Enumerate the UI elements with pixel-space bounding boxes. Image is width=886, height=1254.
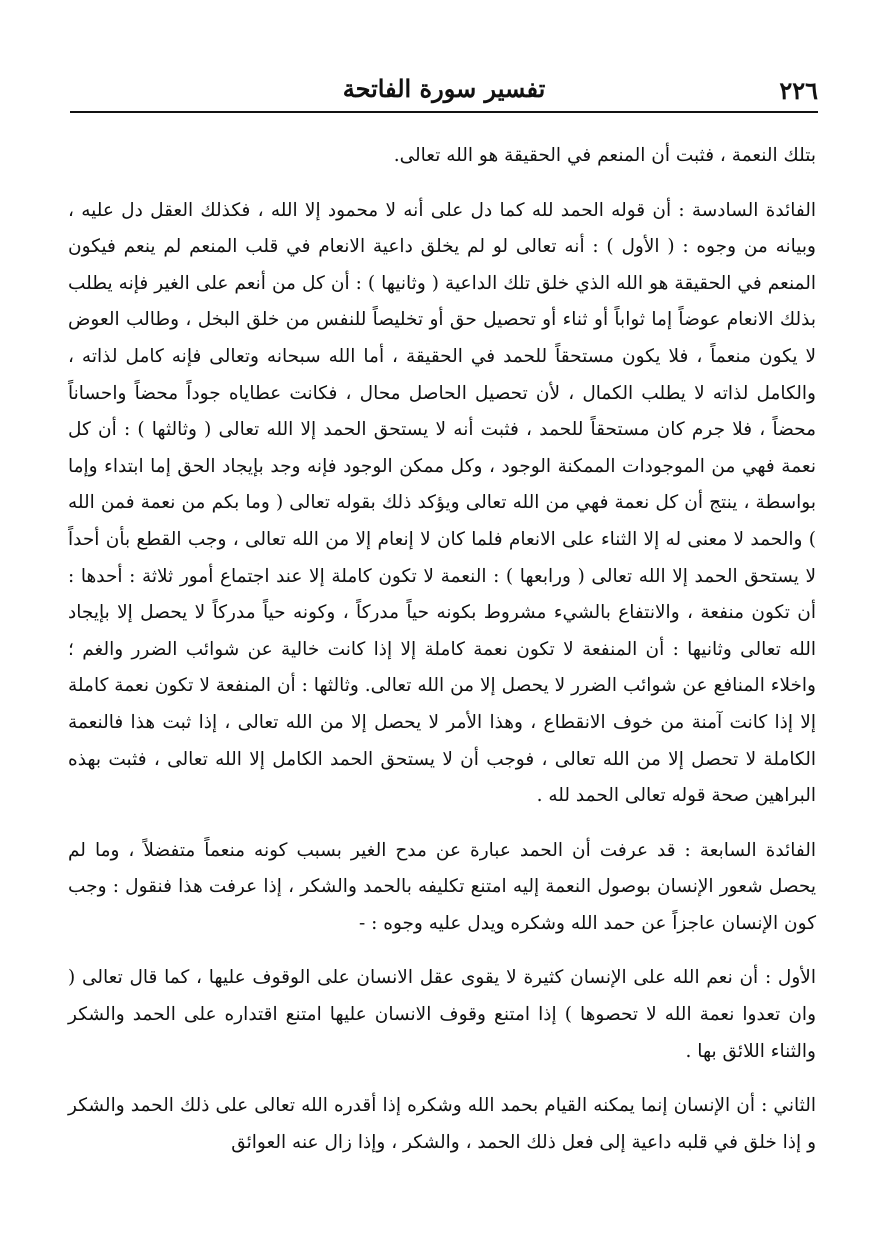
page-number: ٢٢٦ bbox=[779, 76, 818, 105]
paragraph-sixth-benefit: الفائدة السادسة : أن قوله الحمد لله كما دل على أنه لا محمود إلا الله ، فكذلك العقل دل عليه ، وبيانه من وجوه : ( الأول ) : أنه تعالى لو لم يخلق داعية الانعام في قلب المنعم لم ينعم فيكون المنعم في الحقيقة هو الله الذي خلق تلك الداعية ( وثانيها ) : أن كل من أنعم على الغير فإنه يطلب بذلك الانعام عوضاً إما ثواباً أو ثناء أو تحصيل حق أو تخليصاً للنفس من خلق البخل ، وطالب العوض لا يكون منعماً ، فلا يكون مستحقاً للحمد في الحقيقة ، أما الله سبحانه وتعالى فإنه كامل لذاته ، والكامل لذاته لا يطلب الكمال ، لأن تحصيل الحاصل محال ، فكانت عطاياه جوداً محضاً واحساناً محضاً ، فلا جرم كان مستحقاً للحمد ، فثبت أنه لا يستحق الحمد إلا الله تعالى ( وثالثها ) : أن كل نعمة فهي من الموجودات الممكنة الوجود ، وكل ممكن الوجود فإنه وجد بإيجاد الحق إما ابتداء وإما بواسطة ، ينتج أن كل نعمة فهي من الله تعالى ويؤكد ذلك بقوله تعالى ( وما بكم من نعمة فمن الله ) والحمد لا معنى له إلا الثناء على الانعام فلما كان لا إنعام إلا من الله تعالى ، وجب القطع بأن أحداً لا يستحق الحمد إلا الله تعالى ( ورابعها ) : النعمة لا تكون كاملة إلا عند اجتماع أمور ثلاثة : أحدها : أن تكون منفعة ، والانتفاع بالشيء مشروط بكونه حياً مدركاً ، وكونه حياً مدركاً لا يحصل إلا بإيجاد الله تعالى وثانيها : أن المنفعة لا تكون نعمة كاملة إلا إذا كانت خالية عن شوائب الضرر والغم ؛ واخلاء المنافع عن شوائب الضرر لا يحصل إلا من الله تعالى. وثالثها : أن المنفعة لا تكون نعمة كاملة إلا إذا كانت آمنة من خوف الانقطاع ، وهذا الأمر لا يحصل إلا من الله تعالى ، إذا ثبت هذا فالنعمة الكاملة لا تحصل إلا من الله تعالى ، فوجب أن لا يستحق الحمد الكامل إلا الله تعالى ، فثبت بهذه البراهين صحة قوله تعالى الحمد لله . bbox=[68, 199, 816, 807]
paragraph-continuation: بتلك النعمة ، فثبت أن المنعم في الحقيقة هو الله تعالى. bbox=[393, 145, 816, 166]
paragraph-seventh-benefit: الفائدة السابعة : قد عرفت أن الحمد عبارة عن مدح الغير بسبب كونه منعماً متفضلاً ، وما لم يحصل شعور الإنسان بوصول النعمة إليه امتنع تكليفه بالحمد والشكر ، إذا عرفت هذا فنقول : وجب كون الإنسان عاجزاً عن حمد الله وشكره ويدل عليه وجوه : - bbox=[68, 839, 816, 934]
paragraph-second-reason: الثاني : أن الإنسان إنما يمكنه القيام بحمد الله وشكره إذا أقدره الله تعالى على ذلك الحمد والشكر و إذا خلق في قلبه داعية إلى فعل ذلك الحمد ، والشكر ، وإذا زال عنه العوائق bbox=[68, 1095, 816, 1153]
paragraph-first-reason: الأول : أن نعم الله على الإنسان كثيرة لا يقوى عقل الانسان على الوقوف عليها ، كما قال تعالى ( وان تعدوا نعمة الله لا تحصوها ) إذا امتنع وقوف الانسان عليها امتنع اقتداره على الحمد والشكر والثناء اللائق بها . bbox=[68, 967, 816, 1062]
body-text bbox=[68, 138, 816, 1161]
header-rule bbox=[70, 111, 818, 113]
page-header bbox=[70, 72, 818, 108]
running-title: تفسير سورة الفاتحة bbox=[342, 74, 546, 103]
